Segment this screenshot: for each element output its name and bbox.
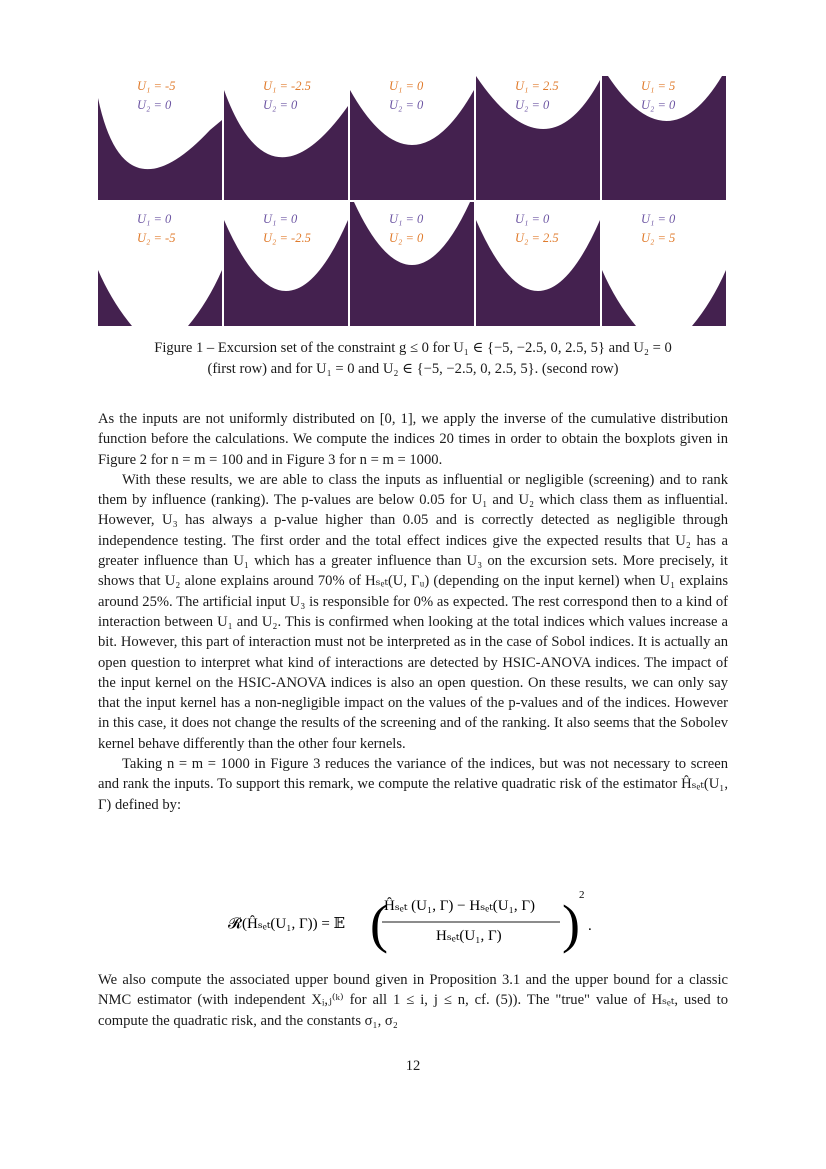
u1-label: U₁ = 0: [263, 212, 298, 226]
u1-label: U₁ = 0: [641, 212, 676, 226]
u1-label: U₁ = 2.5: [515, 79, 559, 93]
u1-label: U₁ = -5: [137, 79, 176, 93]
u2-label: U₂ = 5: [641, 231, 676, 245]
u2-label: U₂ = 0: [515, 98, 550, 112]
panel-u1-2.5: [476, 76, 600, 200]
u2-label: U₂ = 0: [137, 98, 172, 112]
u1-label: U₁ = 0: [137, 212, 172, 226]
u2-label: U₂ = 0: [389, 231, 424, 245]
panel-u2-neg5: [98, 202, 222, 326]
paragraph-1: As the inputs are not uniformly distributed on [0, 1], we apply the inverse of the cumulative distribution function before the calculations. We compute the indices 20 times in order to obtain the boxplots given in Figure 2 for n = m = 100 and in Figure 3 for n = m = 1000.: [98, 411, 728, 468]
excursion-set-figure: [98, 76, 728, 328]
paragraph-4: We also compute the associated upper bound given in Proposition 3.1 and the upper bound for a classic NMC estimator (with independent Xᵢ,ⱼ⁽ᵏ⁾ for all 1 ≤ i, j ≤ n, cf. (5)). The "true" value of Hₛₑₜ, used to compute the quadratic risk, and the constants σ₁, σ₂: [98, 972, 728, 1029]
u2-label: U₂ = 2.5: [515, 231, 559, 245]
u2-label: U₂ = -5: [137, 231, 176, 245]
equation-end: .: [588, 918, 592, 934]
right-paren: ): [562, 894, 580, 954]
paragraph-3: Taking n = m = 1000 in Figure 3 reduces the variance of the indices, but was not necessary to screen and rank the inputs. To support this remark, we compute the relative quadratic risk of the estimator Ĥₛₑₜ(U₁, Γ) defined by:: [98, 756, 728, 813]
u2-label: U₂ = 0: [389, 98, 424, 112]
u1-label: U₁ = 0: [515, 212, 550, 226]
panel-u1-neg5: [98, 76, 222, 200]
left-paren: (: [370, 894, 388, 954]
panel-u1-0: [350, 76, 474, 200]
panel-u2-neg2.5: [224, 202, 348, 326]
caption-line-1: Figure 1 – Excursion set of the constraint g ≤ 0 for U₁ ∈ {−5, −2.5, 0, 2.5, 5} and U₂ = 0: [154, 340, 672, 356]
panel-u1-5: [602, 76, 726, 200]
u1-label: U₁ = -2.5: [263, 79, 311, 93]
panel-u2-2.5: [476, 202, 600, 326]
figure-caption: [98, 338, 728, 380]
equation-denominator: Hₛₑₜ(U₁, Γ): [436, 928, 502, 944]
u1-label: U₁ = 0: [389, 212, 424, 226]
page-number: 12: [405, 1058, 421, 1074]
u1-label: U₁ = 0: [389, 79, 424, 93]
u1-label: U₁ = 5: [641, 79, 676, 93]
equation-exponent: 2: [579, 889, 585, 901]
panel-u2-5: [602, 202, 726, 326]
panel-u1-neg2.5: [224, 76, 348, 200]
caption-line-2: (first row) and for U₁ = 0 and U₂ ∈ {−5, −2.5, 0, 2.5, 5}. (second row): [207, 361, 619, 377]
equation-numerator: Ĥₛₑₜ (U₁, Γ) − Hₛₑₜ(U₁, Γ): [384, 898, 536, 914]
equation-lhs: 𝓡(Ĥₛₑₜ(U₁, Γ)) = 𝔼: [228, 916, 346, 932]
u2-label: U₂ = 0: [263, 98, 298, 112]
panel-u2-0: [350, 202, 474, 326]
paragraph-2: With these results, we are able to class the inputs as influential or negligible (screening) and to rank them by influence (ranking). The p-values are below 0.05 for U₁ and U₂ which class them as influential. However, U₃ has always a p-value higher than 0.05 and is correctly detected as negligible through independence testing. The first order and the total effect indices give the expected results that U₂ has a greater influence than U₁ which has a greater influence than U₃ on the excursion sets. More precisely, it shows that U₂ alone explains around 70% of Hₛₑₜ(U, Γᵤ) (depending on the input kernel) when U₁ explains around 25%. The artificial input U₃ is responsible for 0% as expected. The rest correspond then to a kind of interaction between U₁ and U₂. This is confirmed when looking at the total indices which values increase a bit. However, this part of interaction must not be interpreted as in the case of Sobol indices. It is actually an open question to interpret what kind of interactions are detected by HSIC-ANOVA indices. The impact of the input kernel on the HSIC-ANOVA indices is also an open question. On these results, we can only say that the input kernel has a non-negligible impact on the values of the p-values and of the indices. However in this case, it does not change the results of the screening and of the ranking. It also seems that the Sobolev kernel behave differently than the other four kernels.: [98, 471, 728, 752]
u2-label: U₂ = 0: [641, 98, 676, 112]
u2-label: U₂ = -2.5: [263, 231, 311, 245]
body-text-top: [98, 409, 728, 815]
quadratic-risk-equation: [98, 884, 728, 956]
body-text-bottom: [98, 970, 728, 1031]
